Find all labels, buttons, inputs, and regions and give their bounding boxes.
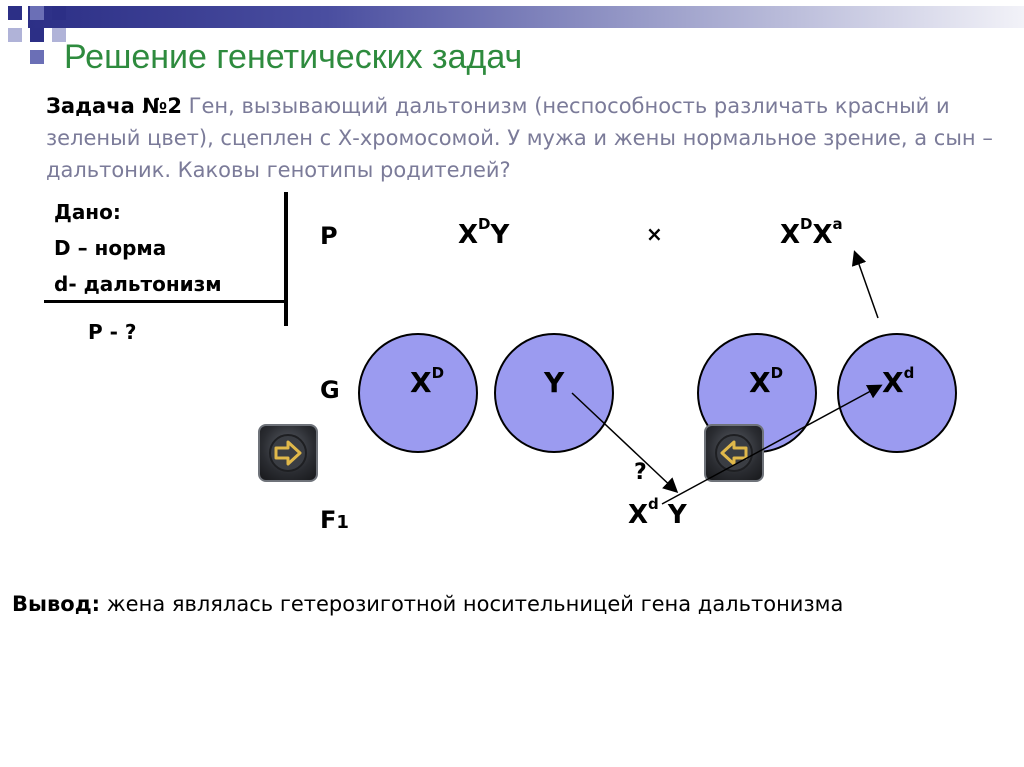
page-title: Решение генетических задач <box>64 38 523 76</box>
mother-genotype: $Х^DХ^a$ <box>780 215 843 250</box>
conclusion <box>12 592 843 616</box>
father-genotype: $Х^DY$ <box>458 215 510 250</box>
conclusion-text: жена являлась гетерозиготной носительницей гена дальтонизма <box>100 592 844 616</box>
gamete-2: Y <box>544 366 565 399</box>
arrow-y-to-child <box>572 393 676 491</box>
problem-label: Задача №2 <box>46 94 182 118</box>
problem-text: Ген, вызывающий дальтонизм (неспособность различать красный и зеленый цвет), сцеплен с Х-хромосомой. У мужа и жены нормальное зрение, а сын – дальтоник. Каковы генотипы родителей? <box>46 94 993 182</box>
conclusion-label: Вывод: <box>12 592 101 616</box>
offspring-genotype: $Х^d$ Y <box>628 495 687 530</box>
arrow-child-to-gamete <box>662 386 880 504</box>
given-heading: Дано: <box>54 200 121 224</box>
given-line-dominant: D – норма <box>54 236 167 260</box>
parents-label: Р <box>320 222 338 250</box>
gamete-4: $Х^d$ <box>882 363 915 399</box>
cross-sign: × <box>646 222 663 246</box>
given-find: Р - ? <box>88 320 137 344</box>
gametes-label: G <box>320 376 340 404</box>
offspring-question: ? <box>634 460 647 485</box>
offspring-label: F1 <box>320 506 349 534</box>
gamete-3: $Х^D$ <box>749 363 784 399</box>
given-line-recessive: d- дальтонизм <box>54 272 222 296</box>
arrow-to-mother <box>855 253 878 318</box>
gamete-1: $Х^D$ <box>410 363 445 399</box>
